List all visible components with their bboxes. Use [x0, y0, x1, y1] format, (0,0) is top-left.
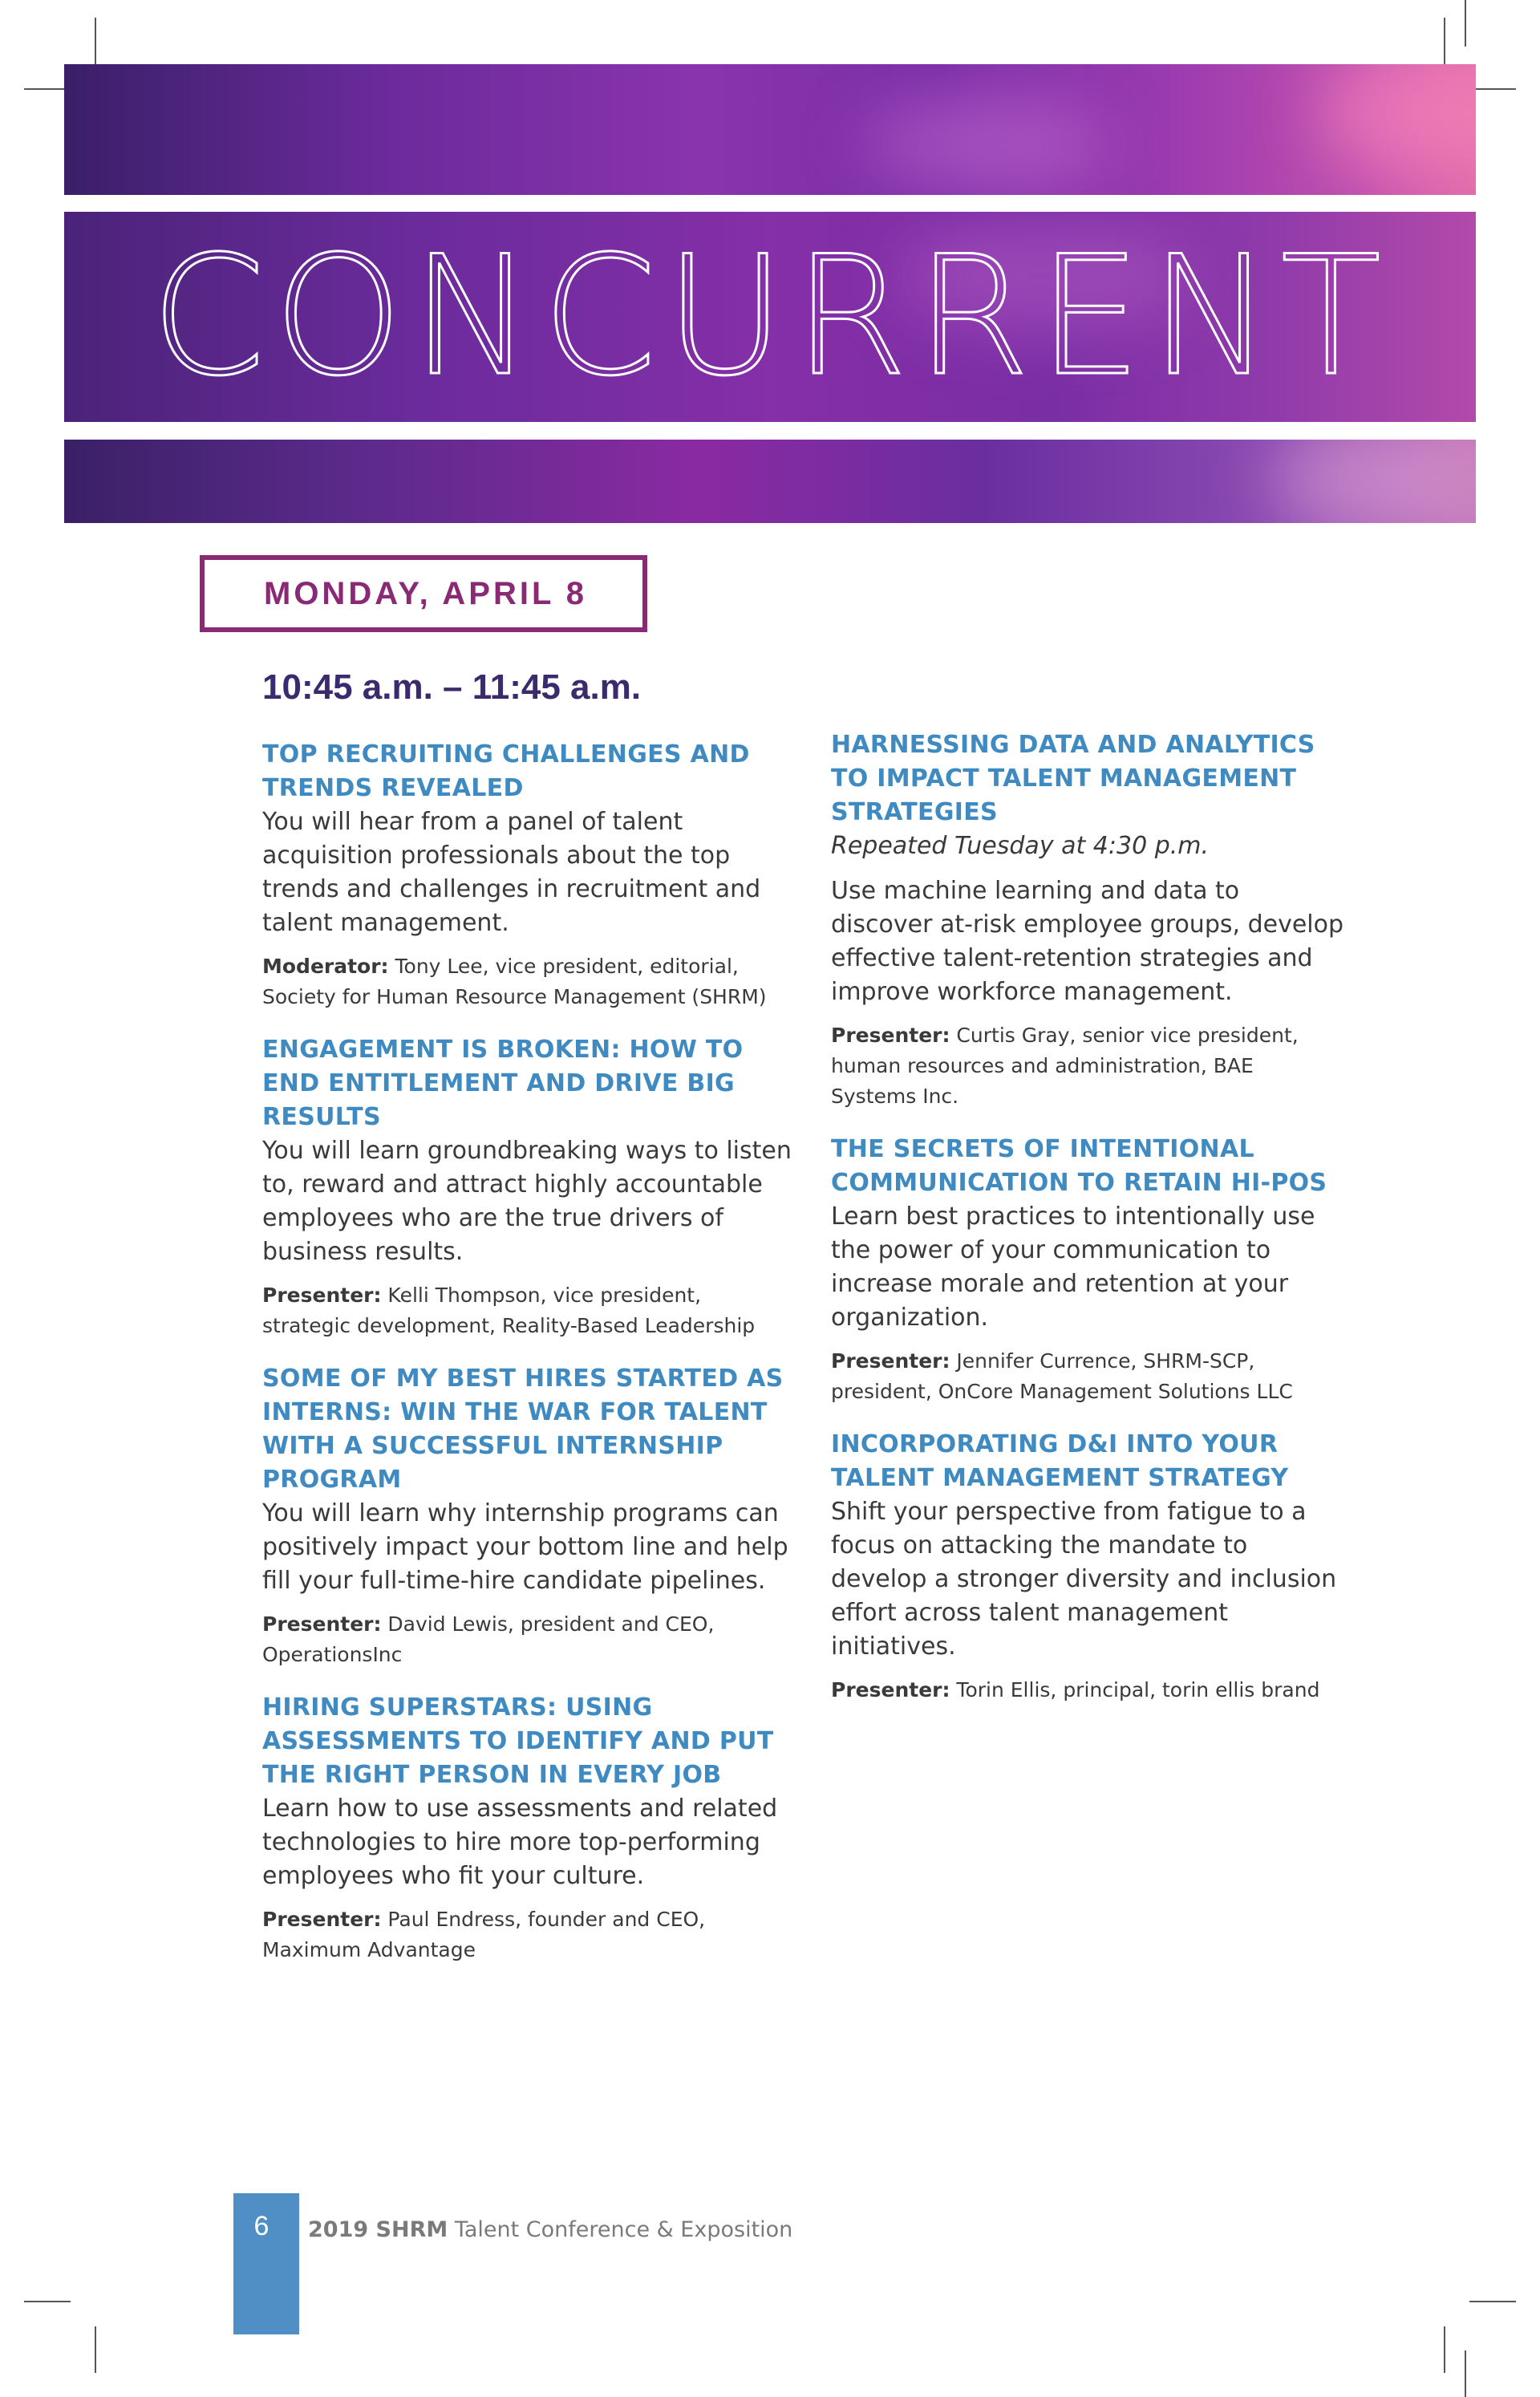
session-item: [262, 1362, 792, 1670]
presenter-info: Torin Ellis, principal, torin ellis brand: [950, 1678, 1320, 1701]
crop-mark: [95, 2326, 96, 2373]
header-band-bottom: [64, 440, 1476, 523]
session-presenter: [831, 1675, 1344, 1705]
presenter-info: Jennifer Currence, SHRM-SCP, president, OnCore Management Solutions LLC: [831, 1349, 1293, 1403]
session-title: TOP RECRUITING CHALLENGES AND TRENDS REVEALED: [262, 740, 750, 802]
band-glow: [866, 96, 1107, 193]
presenter-role: Presenter:: [831, 1678, 950, 1701]
page-title: CONCURRENT: [150, 221, 1389, 412]
session-title: HARNESSING DATA AND ANALYTICS TO IMPACT TALENT MANAGEMENT STRATEGIES: [831, 731, 1315, 826]
session-title: SOME OF MY BEST HIRES STARTED AS INTERNS: WIN THE WAR FOR TALENT WITH A SUCCESSFUL INTERNSHIP PROGRAM: [262, 1365, 784, 1494]
session-item: [262, 1033, 792, 1341]
presenter-role: Moderator:: [262, 955, 389, 978]
day-label: MONDAY, APRIL 8: [200, 555, 647, 632]
session-description: You will learn why internship programs can positively impact your bottom line and help fill your full-time-hire candidate pipelines.: [262, 1499, 788, 1595]
crop-mark: [1465, 0, 1466, 47]
session-repeat-note: Repeated Tuesday at 4:30 p.m.: [831, 832, 1210, 860]
presenter-role: Presenter:: [262, 1908, 382, 1931]
header-band-middle: [64, 212, 1476, 422]
session-title: ENGAGEMENT IS BROKEN: HOW TO END ENTITLEMENT AND DRIVE BIG RESULTS: [262, 1036, 744, 1131]
presenter-info: Paul Endress, founder and CEO, Maximum Advantage: [262, 1908, 706, 1961]
page-number: 6: [253, 2211, 270, 2241]
presenter-role: Presenter:: [831, 1024, 950, 1047]
session-description: You will hear from a panel of talent acquisition professionals about the top trends and challenges in recruitment and talent management.: [262, 808, 761, 937]
session-title: THE SECRETS OF INTENTIONAL COMMUNICATION TO RETAIN HI-POS: [831, 1135, 1327, 1197]
presenter-info: Tony Lee, vice president, editorial, Society for Human Resource Management (SHRM): [262, 955, 767, 1008]
session-presenter: [262, 1904, 792, 1965]
session-title: INCORPORATING D&I INTO YOUR TALENT MANAGEMENT STRATEGY: [831, 1430, 1289, 1492]
session-item: [262, 1691, 792, 1965]
presenter-info: Curtis Gray, senior vice president, human resources and administration, BAE Systems Inc.: [831, 1024, 1299, 1108]
session-presenter: [262, 1280, 792, 1341]
crop-mark: [1469, 2301, 1516, 2302]
session-description: You will learn groundbreaking ways to listen to, reward and attract highly accountable employees who are the true drivers of business results.: [262, 1137, 792, 1266]
presenter-role: Presenter:: [262, 1284, 382, 1307]
band-glow: [1315, 64, 1476, 176]
time-slot-heading: 10:45 a.m. – 11:45 a.m.: [262, 667, 642, 707]
session-item: [831, 1428, 1344, 1705]
crop-mark: [1444, 2326, 1445, 2373]
session-column-left: [262, 738, 792, 1986]
presenter-role: Presenter:: [262, 1612, 382, 1636]
session-title: HIRING SUPERSTARS: USING ASSESSMENTS TO IDENTIFY AND PUT THE RIGHT PERSON IN EVERY JOB: [262, 1693, 774, 1789]
session-item: [831, 1133, 1344, 1407]
band-glow: [1267, 440, 1476, 523]
session-column-right: [831, 728, 1344, 1726]
crop-mark: [1444, 18, 1445, 64]
session-item: [831, 728, 1344, 1112]
session-description: Shift your perspective from fatigue to a focus on attacking the mandate to develop a stronger diversity and inclusion effort across talent management initiatives.: [831, 1498, 1337, 1661]
session-description: Use machine learning and data to discover at-risk employee groups, develop effective talent-retention strategies and improve workforce management.: [831, 877, 1344, 1006]
session-presenter: [831, 1346, 1344, 1407]
session-presenter: [262, 951, 792, 1012]
footer-text: Talent Conference & Exposition: [448, 2217, 793, 2242]
crop-mark: [24, 2301, 71, 2302]
header-band-top: [64, 64, 1476, 195]
presenter-role: Presenter:: [831, 1349, 950, 1373]
presenter-info: Kelli Thompson, vice president, strategic development, Reality-Based Leadership: [262, 1284, 756, 1337]
presenter-info: David Lewis, president and CEO, OperationsInc: [262, 1612, 715, 1666]
crop-mark: [1469, 88, 1516, 90]
crop-mark: [95, 18, 96, 64]
session-description: Learn how to use assessments and related technologies to hire more top-performing employees who fit your culture.: [262, 1795, 778, 1890]
crop-mark: [1465, 2350, 1466, 2397]
footer-brand: 2019 SHRM: [308, 2217, 448, 2242]
session-presenter: [831, 1020, 1344, 1112]
session-description: Learn best practices to intentionally use the power of your communication to increase morale and retention at your organization.: [831, 1203, 1315, 1332]
session-item: [262, 738, 792, 1012]
footer-conference-name: [308, 2217, 792, 2242]
session-presenter: [262, 1609, 792, 1670]
